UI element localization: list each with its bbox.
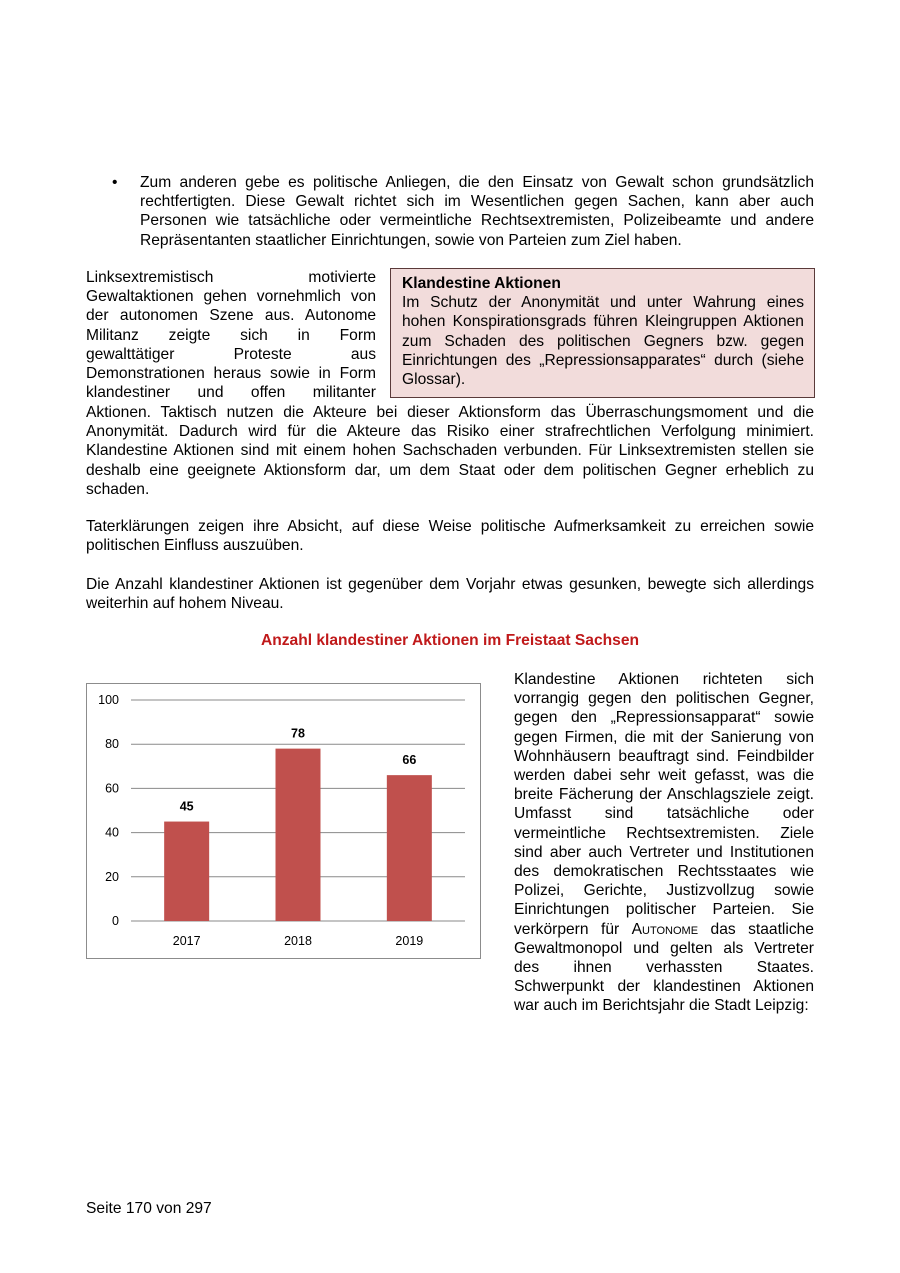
x-tick-label: 2019 (395, 934, 424, 948)
y-tick-label: 20 (105, 869, 119, 884)
info-box-title: Klandestine Aktionen (402, 275, 561, 292)
intro-paragraph-wrapped (86, 268, 376, 402)
data-label: 45 (179, 799, 194, 814)
data-label: 78 (291, 726, 305, 741)
bar-2019 (387, 775, 432, 921)
intro-line: Gewaltaktionen gehen vornehmlich von (86, 288, 376, 306)
bullet-list-item (86, 173, 814, 250)
paragraph-continuation: Aktionen. Taktisch nutzen die Akteure bei dieser Aktionsform das Überraschungsmoment und die Anonymität. Dadurch wird für die Akteure das Risiko einer strafrechtlichen Verfolgung minimiert. Klandestine Aktionen sind mit einem hohen Sachschaden verbunden. Für Linksextremisten stellen sie deshalb eine geeignete Aktionsform dar, um dem Staat oder dem politischen Gegner erheblich zu schaden. (86, 404, 814, 498)
bar-chart (86, 683, 481, 959)
page-number: Seite 170 von 297 (86, 1200, 212, 1217)
info-box-body: Im Schutz der Anonymität und unter Wahrung eines hohen Konspirationsgrads führen Kleingruppen Aktionen zum Schaden des politischen Gegners bzw. gegen Einrichtungen des „Repressionsapparates“ durch (siehe Glossar). (402, 294, 804, 389)
intro-line: klandestiner und offen militanter (86, 384, 376, 402)
term-autonome: Autonome (631, 920, 699, 938)
intro-line: Linksextremistisch motivierte (86, 269, 376, 286)
x-tick-label: 2017 (172, 934, 201, 948)
bullet-text: Zum anderen gebe es politische Anliegen, die den Einsatz von Gewalt schon grundsätzlich rechtfertigten. Diese Gewalt richtet sich im Wesentlichen gegen Sachen, kann aber auch Personen wie tatsächliche oder vermeintliche Rechtsextremisten, Polizeibeamte und andere Repräsentanten staatlicher Einrichtungen, sowie von Parteien zum Ziel haben. (140, 174, 814, 249)
x-tick-label: 2018 (284, 934, 312, 948)
y-tick-label: 60 (105, 781, 119, 796)
bar-2018 (276, 749, 321, 921)
bullet-glyph: • (112, 174, 118, 191)
right-column-text (514, 670, 814, 1016)
intro-line: Demonstrationen heraus sowie in Form (86, 365, 376, 383)
glossary-info-box (390, 268, 815, 398)
intro-line: Militanz zeigte sich in Form (86, 326, 376, 344)
bar-2017 (164, 822, 209, 921)
y-tick-label: 80 (105, 737, 119, 752)
right-text-before: Klandestine Aktionen richteten sich vorrangig gegen den politischen Gegner, gegen den „Repressionsapparat“ sowie gegen Firmen, die mit der Sanierung von Wohnhäusern beauftragt sind. Feindbilder werden dabei sehr weit gefasst, was die breite Fächerung der Anschlagsziele zeigt. Umfasst sind tatsächliche oder vermeintliche Rechtsextremisten. Ziele sind aber auch Vertreter und Institutionen des demokratischen Rechtsstaates wie Polizei, Gerichte, Justizvollzug sowie Einrichtungen politischer Parteien. Sie verkörpern für (514, 671, 814, 938)
y-tick-label: 0 (112, 914, 119, 928)
right-text-after: das staatliche Gewaltmonopol und gelten als Vertreter des ihnen verhassten Staates. Schwerpunkt der klandestinen Aktionen war auch im Berichtsjahr die Stadt Leipzig: (514, 920, 814, 1015)
y-tick-label: 40 (105, 825, 119, 840)
paragraph-taterklaerungen: Taterklärungen zeigen ihre Absicht, auf diese Weise politische Aufmerksamkeit zu erreichen sowie politischen Einfluss auszuüben. (86, 518, 814, 555)
intro-line: der autonomen Szene aus. Autonome (86, 307, 376, 325)
data-label: 66 (402, 753, 417, 768)
y-tick-label: 100 (98, 693, 119, 707)
intro-line: gewalttätiger Proteste aus (86, 345, 376, 363)
bar-chart-svg (87, 684, 480, 958)
chart-title: Anzahl klandestiner Aktionen im Freistaat Sachsen (260, 632, 640, 649)
paragraph-anzahl: Die Anzahl klandestiner Aktionen ist gegenüber dem Vorjahr etwas gesunken, bewegte sich allerdings weiterhin auf hohem Niveau. (86, 576, 814, 613)
